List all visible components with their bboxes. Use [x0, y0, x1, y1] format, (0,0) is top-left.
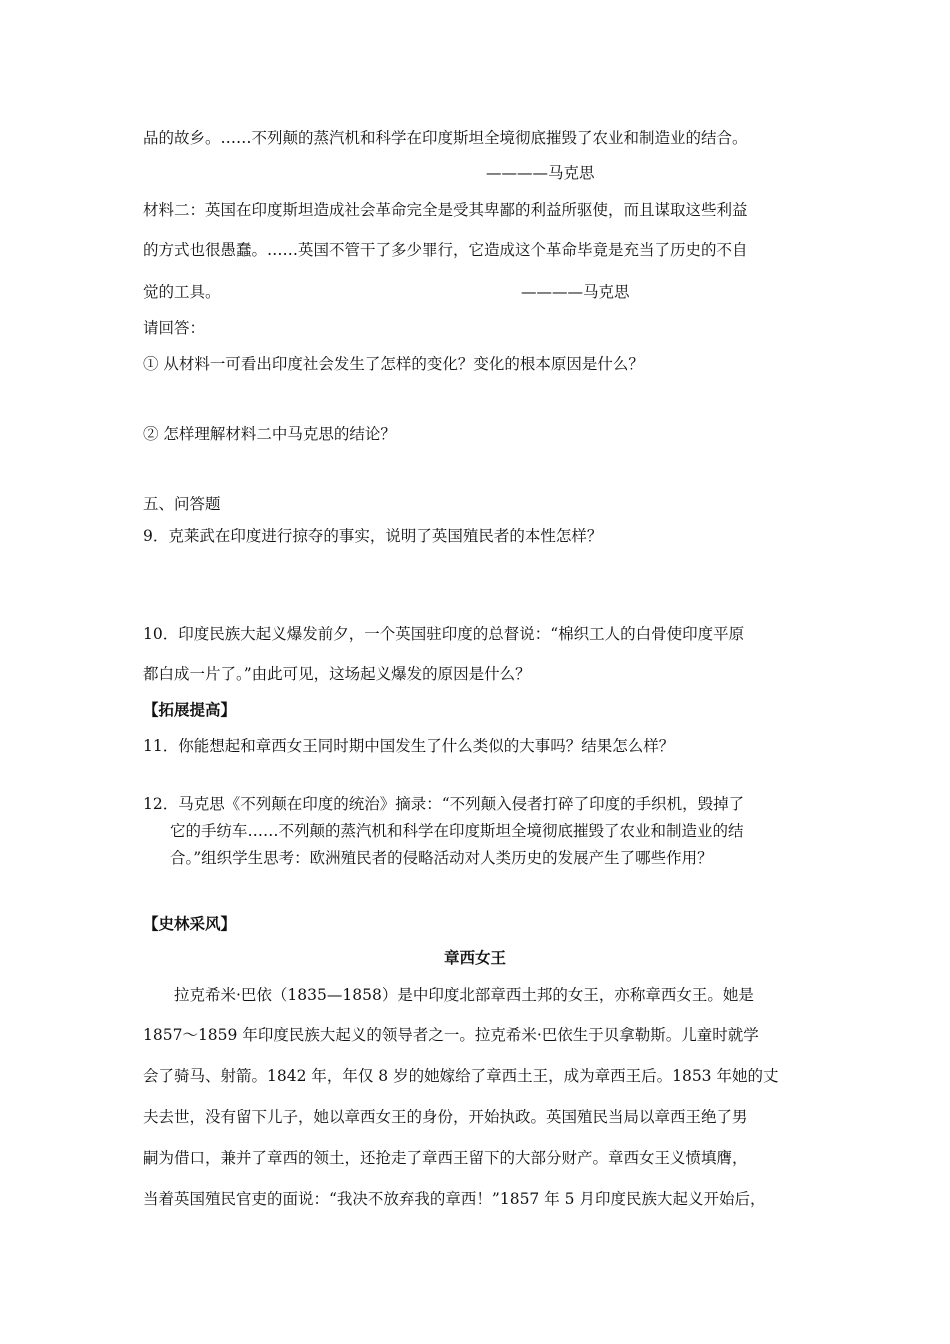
section-heading-extension: 【拓展提高】: [143, 700, 237, 719]
question-10-line-1: 10．印度民族大起义爆发前夕，一个英国驻印度的总督说：“棉织工人的白骨使印度平原: [143, 625, 745, 643]
section-heading-history: 【史林采风】: [143, 914, 237, 933]
article-paragraph-line: 当着英国殖民官吏的面说：“我决不放弃我的章西！”1857 年 5 月印度民族大起义开始后，: [143, 1190, 766, 1208]
question-12-line-1: 12．马克思《不列颠在印度的统治》摘录：“不列颠入侵者打碎了印度的手织机，毁掉了: [143, 795, 745, 813]
article-paragraph-line: 会了骑马、射箭。1842 年，年仅 8 岁的她嫁给了章西土王，成为章西王后。1853 年她的丈: [143, 1067, 779, 1085]
text-line: 品的故乡。……不列颠的蒸汽机和科学在印度斯坦全境彻底摧毁了农业和制造业的结合。: [143, 129, 748, 147]
question-1: ① 从材料一可看出印度社会发生了怎样的变化？变化的根本原因是什么？: [143, 355, 644, 373]
text-line: 的方式也很愚蠢。……英国不管干了多少罪行，它造成这个革命毕竟是充当了历史的不自: [143, 241, 748, 259]
question-12-line-3: 合。”组织学生思考：欧洲殖民者的侵略活动对人类历史的发展产生了哪些作用？: [170, 849, 713, 867]
article-paragraph-line: 1857～1859 年印度民族大起义的领导者之一。拉克希米·巴依生于贝拿勒斯。儿童时就学: [143, 1026, 759, 1044]
question-10-line-2: 都白成一片了。”由此可见，这场起义爆发的原因是什么？: [143, 665, 531, 683]
section-heading-5: 五、问答题: [143, 495, 221, 513]
text-line: 材料二：英国在印度斯坦造成社会革命完全是受其卑鄙的利益所驱使，而且谋取这些利益: [143, 201, 748, 219]
article-paragraph-line: 拉克希米·巴依（1835—1858）是中印度北部章西土邦的女王，亦称章西女王。她是: [174, 986, 754, 1004]
signature-marx-1: ————马克思: [486, 164, 595, 182]
question-11: 11．你能想起和章西女王同时期中国发生了什么类似的大事吗？结果怎么样？: [143, 737, 675, 755]
question-2: ② 怎样理解材料二中马克思的结论？: [143, 425, 396, 443]
question-12-line-2: 它的手纺车……不列颠的蒸汽机和科学在印度斯坦全境彻底摧毁了农业和制造业的结: [170, 822, 744, 840]
text-line: 觉的工具。: [143, 283, 221, 301]
signature-marx-2: ————马克思: [521, 283, 630, 301]
article-paragraph-line: 嗣为借口，兼并了章西的领土，还抢走了章西王留下的大部分财产。章西女王义愤填膺，: [143, 1149, 748, 1167]
prompt-label: 请回答：: [143, 319, 206, 337]
question-9: 9．克莱武在印度进行掠夺的事实，说明了英国殖民者的本性怎样？: [143, 527, 603, 545]
article-title: 章西女王: [443, 948, 506, 967]
article-paragraph-line: 夫去世，没有留下儿子，她以章西女王的身份，开始执政。英国殖民当局以章西王绝了男: [143, 1108, 748, 1126]
